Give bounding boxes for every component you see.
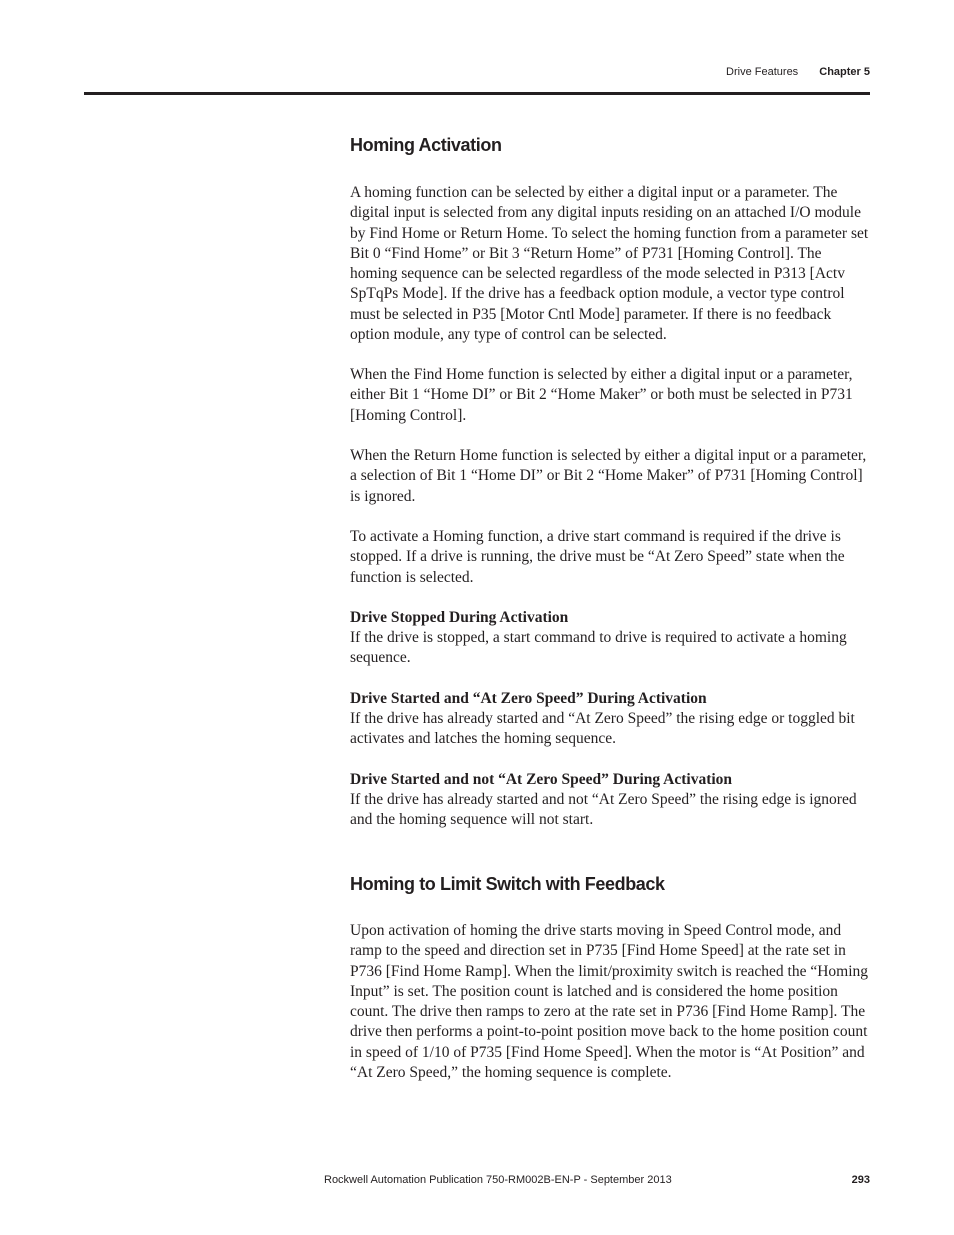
section-heading-homing-activation: Homing Activation <box>350 135 502 155</box>
page-header <box>84 62 870 95</box>
paragraph-activate-homing: To activate a Homing function, a drive start command is required if the drive is stopped. If a drive is running, the drive must be “At Zero Speed” state when the function is selected. <box>350 528 845 586</box>
paragraph-started-not-zero-speed: If the drive has already started and not “At Zero Speed” the rising edge is ignored and the homing sequence will not start. <box>350 791 857 829</box>
header-section-title: Drive Features <box>726 66 799 78</box>
page-number: 293 <box>851 1174 870 1186</box>
paragraph-homing-selection: A homing function can be selected by either a digital input or a parameter. The digital input is selected from any digital inputs residing on an attached I/O module by Find Home or Return Home. To select the homing function from a parameter set Bit 0 “Find Home” or Bit 3 “Return Home” of P731 [Homing Control]. The homing sequence can be selected regardless of the mode selected in P313 [Actv SpTqPs Mode]. If the drive has a feedback option module, a vector type control must be selected in P35 [Motor Cntl Mode] parameter. If there is no feedback option module, any type of control can be selected. <box>350 184 869 344</box>
paragraph-drive-stopped: If the drive is stopped, a start command to drive is required to activate a homing sequence. <box>350 629 847 667</box>
subheading-started-at-zero-speed: Drive Started and “At Zero Speed” During Activation <box>350 690 707 707</box>
section-heading-homing-limit-switch: Homing to Limit Switch with Feedback <box>350 874 665 894</box>
paragraph-started-at-zero-speed: If the drive has already started and “At Zero Speed” the rising edge or toggled bit activates and latches the homing sequence. <box>350 710 855 748</box>
header-chapter-label: Chapter 5 <box>819 66 870 78</box>
subheading-drive-stopped: Drive Stopped During Activation <box>350 609 569 626</box>
page-footer <box>84 1174 870 1192</box>
paragraph-find-home: When the Find Home function is selected by either a digital input or a parameter, either Bit 1 “Home DI” or Bit 2 “Home Maker” or both must be selected in P731 [Homing Control]. <box>350 366 853 424</box>
paragraph-homing-limit-switch: Upon activation of homing the drive starts moving in Speed Control mode, and ramp to the speed and direction set in P735 [Find Home Speed] at the rate set in P736 [Find Home Ramp]. When the limit/proximity switch is reached the “Homing Input” is set. The position count is latched and is considered the home position count. The drive then ramps to zero at the rate set in P736 [Find Home Ramp]. The drive then performs a point-to-point position move back to the home position count in speed of 1/10 of P735 [Find Home Speed]. When the motor is “At Position” and “At Zero Speed,” the homing sequence is complete. <box>350 922 869 1082</box>
paragraph-return-home: When the Return Home function is selected by either a digital input or a parameter, a selection of Bit 1 “Home DI” or Bit 2 “Home Maker” of P731 [Homing Control] is ignored. <box>350 447 867 505</box>
footer-publication: Rockwell Automation Publication 750-RM002B-EN-P - September 2013 <box>324 1174 672 1186</box>
subheading-started-not-zero-speed: Drive Started and not “At Zero Speed” During Activation <box>350 771 733 788</box>
